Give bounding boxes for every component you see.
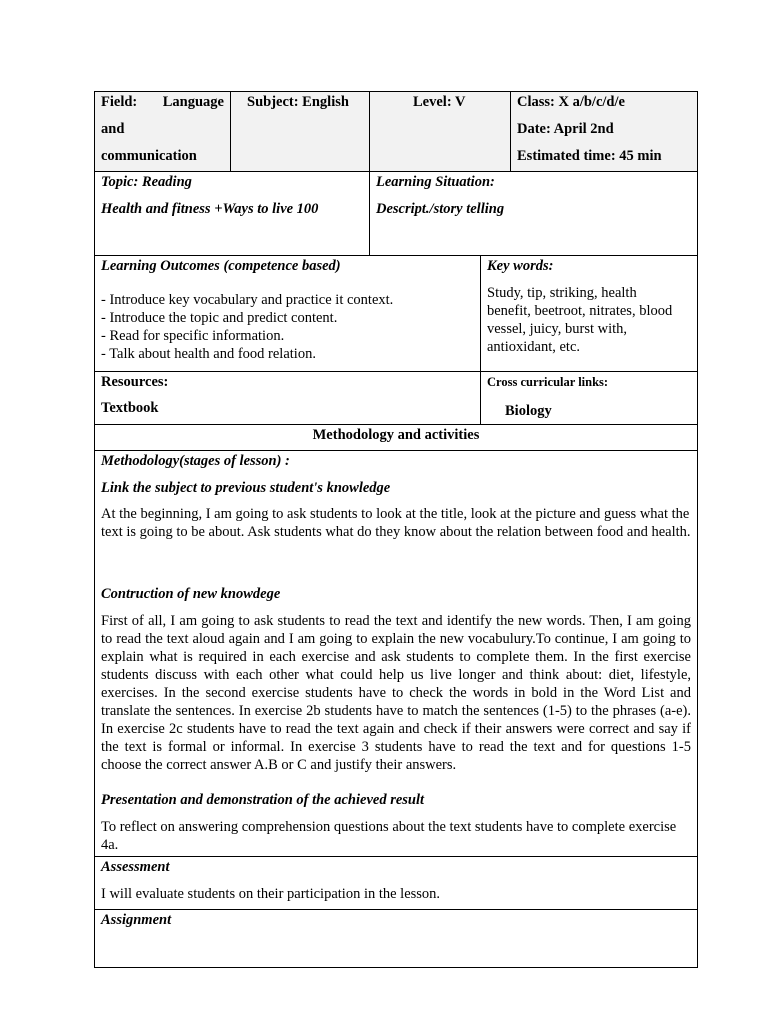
assessment-text: I will evaluate students on their participation in the lesson. [101,886,441,902]
link-title: Link the subject to previous student's knowledge [101,480,391,496]
keywords-line: benefit, beetroot, nitrates, blood [487,303,673,319]
assessment-cell [94,856,698,910]
field-cell [94,91,231,172]
outcome-item: - Read for specific information. [101,328,285,344]
keywords-line: vessel, juicy, burst with, [487,321,628,337]
link-text: At the beginning, I am going to ask students to look at the title, look at the picture and guess what the text is going to be about. Ask students what do they know about the relation between food and health. [101,506,691,540]
cross-curricular-label: Cross curricular links: [487,375,609,389]
class-cell [510,91,698,172]
field-value-3: communication [101,148,197,164]
keywords-title: Key words: [487,258,554,274]
level: Level: V [413,94,466,110]
date: Date: April 2nd [517,121,614,137]
construction-text: First of all, I am going to ask students to read the text and identify the new words. Then, I am going to read the text aloud again and I am going to explain the new vocabulury.To continue, I am going to explain what is required in each exercise and ask students to complete them. In the first exercise students discuss with each other what could help us live longer and think about: diet, lifestyle, exercises. In the second exercise students have to check the words in bold in the Word List and translate the sentences. In exercise 2b students have to match the sentences (1-5) to the phrases (a-e). In exercise 2c students have to read the text again and check if their answers were correct and say if the text is formal or informal. In exercise 3 students have to read the text and for questions 1-5 choose the correct answer A.B or C and justify their answers. [101,613,691,773]
presentation-title: Presentation and demonstration of the achieved result [101,792,425,808]
subject: Subject: English [247,94,349,110]
field-value-1: Language [162,94,224,110]
resources-label: Resources: [101,374,169,390]
cross-curricular-cell [480,371,698,425]
assessment-title: Assessment [101,859,170,875]
keywords-line: antioxidant, etc. [487,339,581,355]
methodology-heading-cell [94,424,698,451]
outcome-item: - Introduce the topic and predict content. [101,310,338,326]
stages-title: Methodology(stages of lesson) : [101,453,290,469]
construction-title: Contruction of new knowdege [101,586,281,602]
class: Class: X a/b/c/d/e [517,94,625,110]
assignment-cell [94,909,698,968]
outcome-item: - Introduce key vocabulary and practice it context. [101,292,394,308]
situation-label: Learning Situation: [376,174,495,190]
outcome-item: - Talk about health and food relation. [101,346,316,362]
subject-cell [230,91,370,172]
estimated-time: Estimated time: 45 min [517,148,662,164]
methodology-heading: Methodology and activities [312,427,480,443]
topic-cell [94,171,370,256]
outcomes-title: Learning Outcomes (competence based) [101,258,341,274]
assignment-title: Assignment [101,912,172,928]
methodology-body-cell [94,450,698,857]
keywords-line: Study, tip, striking, health [487,285,637,301]
situation-value: Descript./story telling [376,201,505,217]
field-value-2: and [101,121,125,137]
keywords-cell [480,255,698,372]
presentation-text: To reflect on answering comprehension questions about the text students have to complete exercise 4a. [101,819,677,853]
resources-cell [94,371,481,425]
situation-cell [369,171,698,256]
topic-value: Health and fitness +Ways to live 100 [101,201,319,217]
cross-curricular-value: Biology [505,403,552,419]
topic-label: Topic: Reading [101,174,192,190]
outcomes-cell [94,255,481,372]
level-cell [369,91,511,172]
resources-value: Textbook [101,400,159,416]
field-label: Field: [101,94,138,110]
